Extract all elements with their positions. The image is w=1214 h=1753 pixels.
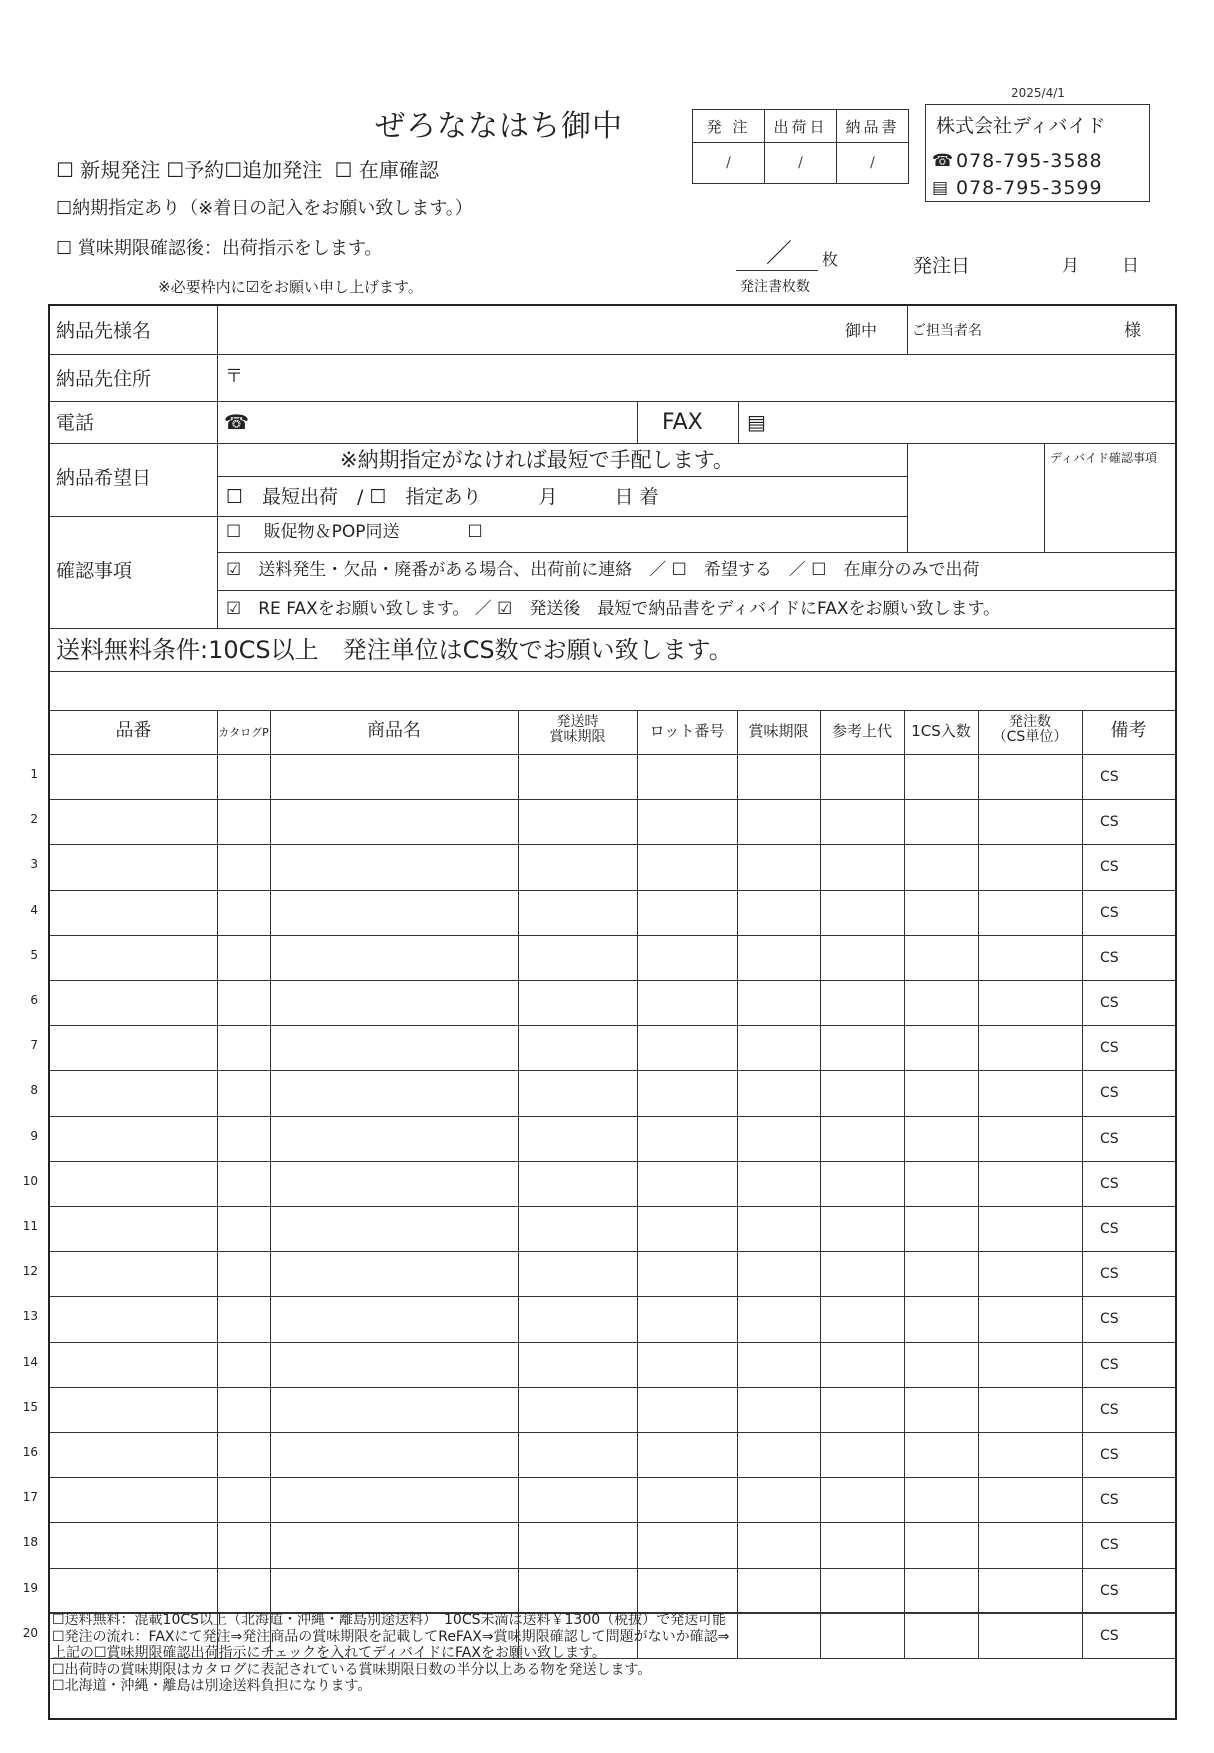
fax-icon: ▤ <box>747 410 766 434</box>
row-number: 17 <box>22 1490 38 1505</box>
table-row <box>50 890 1175 891</box>
cs-unit: CS <box>1100 904 1119 921</box>
table-row <box>50 1296 1175 1297</box>
cs-unit: CS <box>1100 1266 1119 1283</box>
note-line: ☐発注の流れ：FAXにて発注⇒発注商品の賞味期限を記載してReFAX⇒賞味期限確認して問題がないか確認⇒ <box>52 1628 730 1645</box>
cs-unit: CS <box>1100 1492 1119 1509</box>
cs-unit: CS <box>1100 859 1119 876</box>
phone-icon: ☎ <box>224 410 249 434</box>
table-row <box>50 1477 1175 1478</box>
confirm-refax[interactable]: ☑ RE FAXをお願い致します。 ／ ☑ 発送後 最短で納品書をディバイドにFAXをお願い致します。 <box>226 599 1001 619</box>
cs-unit: CS <box>1100 1040 1119 1057</box>
table-row <box>50 1116 1175 1117</box>
sheets-label: 発注書枚数 <box>740 279 810 295</box>
table-row <box>50 1387 1175 1388</box>
phone-label: 電話 <box>56 412 95 434</box>
desired-date-note: ※納期指定がなければ最短で手配します。 <box>340 448 734 472</box>
col-remarks: 備考 <box>1110 720 1147 741</box>
col-lot-number: ロット番号 <box>649 722 725 740</box>
row-number: 15 <box>22 1399 38 1414</box>
delivery-date-checkbox[interactable]: ☐納期指定あり（※着日の記入をお願い致します。） <box>56 198 473 219</box>
company-box <box>925 104 1150 202</box>
sheets-slash: ／ <box>766 239 793 269</box>
row-number: 2 <box>30 812 38 827</box>
required-note: ※必要枠内に☑をお願い申し上げます。 <box>158 278 423 296</box>
order-type-additional[interactable]: ☐追加発注 <box>224 158 323 182</box>
table-row <box>50 1568 1175 1569</box>
row-number: 12 <box>22 1264 38 1279</box>
table-row <box>50 980 1175 981</box>
col-ship-expiry: 発送時 賞味期限 <box>549 714 606 745</box>
doc-header-invoice: 納品書 <box>845 117 900 136</box>
table-row <box>50 1206 1175 1207</box>
cs-unit: CS <box>1100 1221 1119 1237</box>
sheets-unit: 枚 <box>822 250 839 269</box>
row-number: 6 <box>30 993 38 1007</box>
col-case-qty: 1CS入数 <box>911 722 971 740</box>
doc-header-ship: 出荷日 <box>765 110 837 142</box>
sama-label: 様 <box>1124 321 1141 341</box>
confirm-promo-pop[interactable]: ☐ 販促物＆POP同送 ☐ <box>226 522 483 542</box>
order-date-label: 発注日 <box>913 255 971 277</box>
table-row <box>50 844 1175 845</box>
person-label: ご担当者名 <box>912 323 982 339</box>
cs-unit: CS <box>1100 769 1119 785</box>
note-line: 上記の☐賞味期限確認出荷指示にチェックを入れてディバイドにFAXをお願い致します。 <box>52 1645 606 1661</box>
desired-date-options[interactable]: ☐ 最短出荷 / ☐ 指定あり 月 日 着 <box>226 486 659 508</box>
cs-unit: CS <box>1100 1085 1119 1102</box>
row-number: 5 <box>30 947 38 962</box>
col-catalog-page: カタログP <box>218 726 269 739</box>
table-row <box>50 799 1175 800</box>
table-row <box>50 1432 1175 1433</box>
table-row <box>50 1025 1175 1026</box>
confirm-label: 確認事項 <box>56 560 133 582</box>
divide-check-label: ディバイド確認事項 <box>1050 451 1158 465</box>
doc-value-invoice[interactable]: / <box>870 155 875 171</box>
cs-unit: CS <box>1100 1175 1119 1192</box>
company-tel: ☎ 078-795-3588 <box>932 150 1103 172</box>
address-label: 納品先住所 <box>56 368 152 390</box>
postal-mark: 〒 <box>225 366 243 387</box>
delivery-name-label: 納品先様名 <box>56 320 152 342</box>
row-number: 11 <box>22 1219 38 1233</box>
row-number: 8 <box>30 1083 38 1098</box>
footer-notes <box>52 1612 729 1695</box>
table-row <box>50 1161 1175 1162</box>
col-part-number: 品番 <box>115 720 152 741</box>
note-line: ☐出荷時の賞味期限はカタログに表記されている賞味期限日数の半分以上ある物を発送します。 <box>52 1661 652 1678</box>
sheets-underline <box>736 270 818 271</box>
onchu-label: 御中 <box>845 321 878 340</box>
col-expiry: 賞味期限 <box>748 722 809 740</box>
document-status-box <box>692 109 909 184</box>
fax-label: FAX <box>662 410 703 435</box>
order-date-month[interactable]: 月 <box>1062 256 1079 276</box>
doc-header-order: 発 注 <box>693 110 765 142</box>
cs-unit: CS <box>1100 814 1119 831</box>
order-form <box>48 304 1177 1720</box>
row-number: 16 <box>22 1445 38 1459</box>
shipping-condition: 送料無料条件:10CS以上 発注単位はCS数でお願い致します。 <box>56 636 733 664</box>
document-date: 2025/4/1 <box>1011 86 1065 100</box>
col-order-qty: 発注数 （CS単位） <box>992 714 1068 745</box>
company-fax: ▤ 078-795-3599 <box>932 177 1103 199</box>
cs-unit: CS <box>1100 1537 1119 1554</box>
doc-value-order[interactable]: / <box>693 143 765 183</box>
note-line: ☐北海道・沖縄・離島は別途送料負担になります。 <box>52 1678 372 1694</box>
table-row <box>50 1522 1175 1523</box>
cs-unit: CS <box>1100 1582 1119 1599</box>
col-product-name: 商品名 <box>367 720 421 741</box>
table-row <box>50 1342 1175 1343</box>
cs-unit: CS <box>1100 1356 1119 1373</box>
row-number: 19 <box>22 1580 38 1595</box>
row-number: 3 <box>30 857 38 872</box>
order-type-reserve[interactable]: ☐予約 <box>166 158 225 182</box>
cs-unit: CS <box>1100 1401 1119 1418</box>
confirm-shipping-contact[interactable]: ☑ 送料発生・欠品・廃番がある場合、出荷前に連絡 ／ ☐ 希望する ／ ☐ 在庫分のみで出荷 <box>226 560 980 580</box>
page-title: ぜろななはち御中 <box>375 109 623 144</box>
phone-icon: ☎ <box>932 151 955 171</box>
order-type-new[interactable]: ☐ 新規発注 <box>56 158 161 182</box>
order-type-options <box>56 160 445 180</box>
row-number: 10 <box>22 1173 38 1188</box>
col-retail-price: 参考上代 <box>831 722 892 740</box>
row-number: 4 <box>30 902 38 917</box>
fax-icon: ▤ <box>932 178 950 198</box>
row-number: 9 <box>30 1128 38 1143</box>
cs-unit: CS <box>1100 1130 1119 1147</box>
row-number: 14 <box>22 1354 38 1369</box>
order-date-day[interactable]: 日 <box>1122 256 1139 276</box>
row-number: 20 <box>22 1625 38 1640</box>
cs-unit: CS <box>1100 1311 1119 1328</box>
cs-unit: CS <box>1100 995 1119 1011</box>
row-number: 18 <box>22 1535 38 1550</box>
cs-unit: CS <box>1100 1627 1119 1644</box>
note-line: ☐送料無料：混載10CS以上（北海道・沖縄・離島別途送料） 10CS未満は送料￥1300（税抜）で発送可能 <box>52 1612 727 1628</box>
cs-unit: CS <box>1100 949 1119 966</box>
table-row <box>50 935 1175 936</box>
expiry-check-checkbox[interactable]: ☐ 賞味期限確認後：出荷指示をします。 <box>56 238 383 259</box>
order-type-stock[interactable]: ☐ 在庫確認 <box>334 158 439 182</box>
row-number: 7 <box>30 1038 38 1053</box>
desired-date-label: 納品希望日 <box>56 467 152 489</box>
row-number: 1 <box>30 767 38 781</box>
table-row <box>50 1070 1175 1071</box>
cs-unit: CS <box>1100 1447 1119 1463</box>
table-row <box>50 1251 1175 1252</box>
doc-value-ship[interactable]: / <box>765 143 837 183</box>
company-name: 株式会社ディバイド <box>936 115 1106 137</box>
row-number: 13 <box>22 1309 38 1324</box>
